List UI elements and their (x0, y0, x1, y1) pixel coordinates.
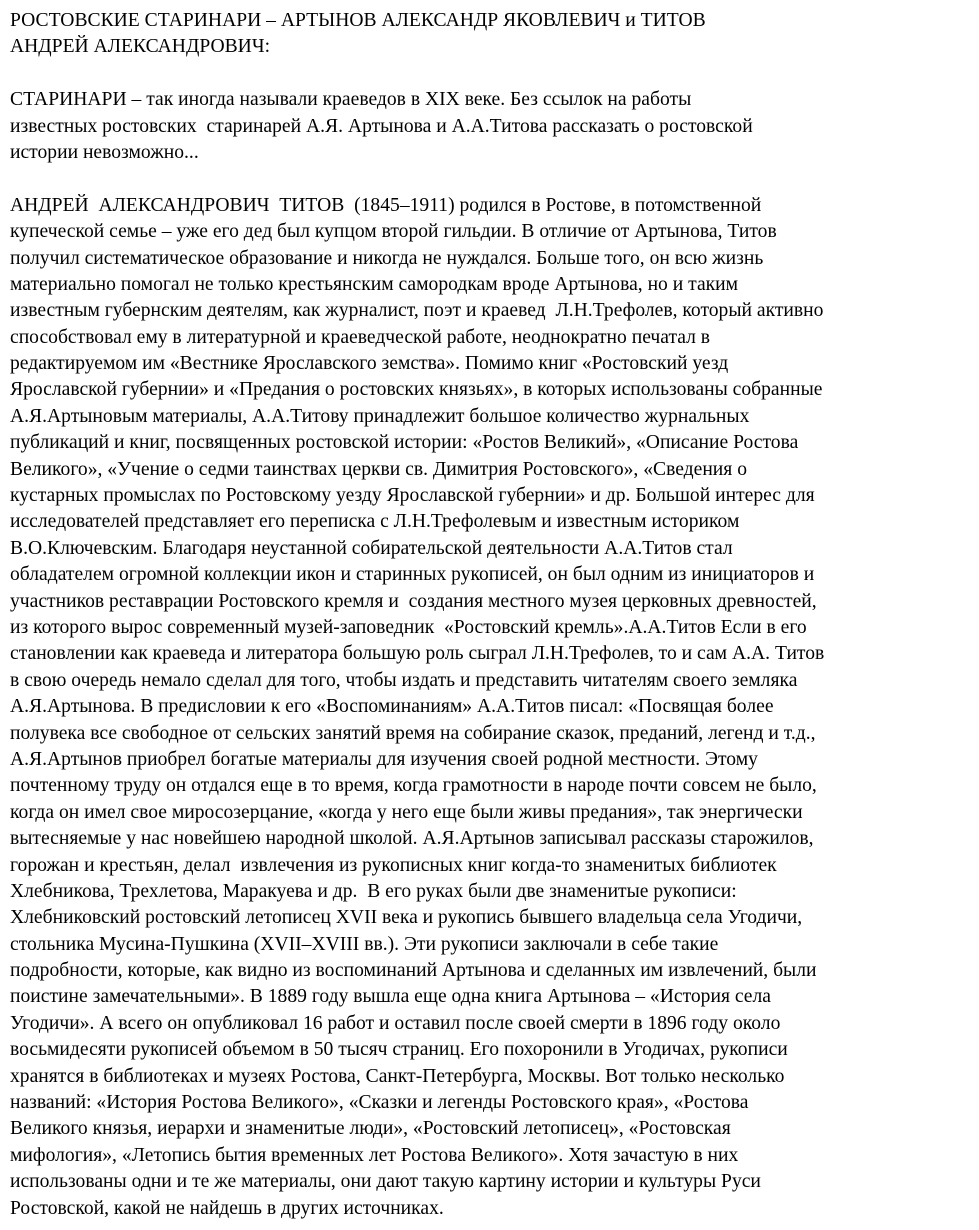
text-line: А.Я.Артынова. В предисловии к его «Воспоминаниям» А.А.Титов писал: «Посвящая более (10, 696, 774, 718)
text-line: использованы одни и те же материалы, они дают такую картину истории и культуры Руси (10, 1171, 761, 1193)
text-line: Великого князья, иерархи и знаменитые люди», «Ростовский летописец», «Ростовская (10, 1118, 731, 1140)
spacer (10, 61, 972, 87)
text-line: горожан и крестьян, делал извлечения из рукописных книг когда-то знаменитых библиотек (10, 854, 777, 876)
text-line: из которого вырос современный музей-заповедник «Ростовский кремль».А.А.Титов Если в его (10, 616, 807, 638)
text-line: А.Я.Артынов приобрел богатые материалы для изучения своей родной местности. Этому (10, 748, 758, 770)
text-line: участников реставрации Ростовского кремля и создания местного музея церковных древностей, (10, 590, 817, 612)
text-line: публикаций и книг, посвященных ростовской истории: «Ростов Великий», «Описание Ростова (10, 432, 799, 454)
text-line: В.О.Ключевским. Благодаря неустанной собирательской деятельности А.А.Титов стал (10, 537, 733, 559)
text-line: мифология», «Летопись бытия временных лет Ростова Великого». Хотя зачастую в них (10, 1144, 739, 1166)
text-line: подробности, которые, как видно из воспоминаний Артынова и сделанных им извлечений, были (10, 960, 817, 982)
document-page (10, 8, 972, 1222)
text-line: кустарных промыслах по Ростовскому уезду Ярославской губернии» и др. Большой интерес для (10, 485, 815, 507)
text-line: стольника Мусина-Пушкина (XVII–XVIII вв.). Эти рукописи заключали в себе такие (10, 933, 719, 955)
intro-paragraph (10, 87, 972, 166)
text-line: Великого», «Учение о седми таинствах церкви св. Димитрия Ростовского», «Сведения о (10, 458, 747, 480)
body-paragraph (10, 193, 972, 1222)
text-line: восьмидесяти рукописей объемом в 50 тысяч страниц. Его похоронили в Угодичах, рукописи (10, 1039, 788, 1061)
text-line: полувека все свободное от сельских занятий время на собирание сказок, преданий, легенд и т.д., (10, 722, 816, 744)
text-line: Хлебникова, Трехлетова, Маракуева и др. В его руках были две знаменитые рукописи: (10, 880, 737, 902)
title-line: РОСТОВСКИЕ СТАРИНАРИ – АРТЫНОВ АЛЕКСАНДР ЯКОВЛЕВИЧ и ТИТОВ (10, 10, 706, 31)
text-line: исследователей представляет его переписка с Л.Н.Трефолевым и известным историком (10, 511, 740, 533)
text-line: материально помогал не только крестьянским самородкам вроде Артынова, но и таким (10, 273, 739, 295)
text-line: Хлебниковский ростовский летописец XVII века и рукопись бывшего владельца села Угодичи, (10, 907, 803, 929)
text-line: обладателем огромной коллекции икон и старинных рукописей, он был одним из инициаторов и (10, 564, 815, 586)
text-line: истории невозможно... (10, 141, 199, 163)
text-line: почтенному труду он отдался еще в то время, когда грамотности в народе почти совсем не было, (10, 775, 817, 797)
text-line: поистине замечательными». В 1889 году вышла еще одна книга Артынова – «История села (10, 986, 771, 1008)
text-line: А.Я.Артыновым материалы, А.А.Титову принадлежит большое количество журнальных (10, 405, 750, 427)
text-line: Ярославской губернии» и «Предания о ростовских князьях», в которых использованы собранные (10, 379, 823, 401)
text-line: СТАРИНАРИ – так иногда называли краеведов в XIX веке. Без ссылок на работы (10, 89, 692, 111)
text-line: способствовал ему в литературной и краеведческой работе, неоднократно печатал в (10, 326, 711, 348)
title-line: АНДРЕЙ АЛЕКСАНДРОВИЧ: (10, 36, 271, 58)
text-line: купеческой семье – уже его дед был купцом второй гильдии. В отличие от Артынова, Титов (10, 221, 777, 243)
text-line: названий: «История Ростова Великого», «Сказки и легенды Ростовского края», «Ростова (10, 1092, 749, 1114)
text-line: Угодичи». А всего он опубликовал 16 работ и оставил после своей смерти в 1896 году около (10, 1012, 781, 1034)
text-line: когда он имел свое миросозерцание, «когда у него еще были живы предания», так энергически (10, 801, 803, 823)
spacer (10, 166, 972, 192)
text-line: известных ростовских старинарей А.Я. Артынова и А.А.Титова рассказать о ростовской (10, 115, 753, 137)
text-line: становлении как краеведа и литератора большую роль сыграл Л.Н.Трефолев, то и сам А.А. Титов (10, 643, 825, 665)
text-line: известным губернским деятелям, как журналист, поэт и краевед Л.Н.Трефолев, который активно (10, 300, 824, 322)
text-line: получил систематическое образование и никогда не нуждался. Больше того, он всю жизнь (10, 247, 764, 269)
text-line: редактируемом им «Вестнике Ярославского земства». Помимо книг «Ростовский уезд (10, 353, 729, 375)
text-line: вытесняемые у нас новейшею народной школой. А.Я.Артынов записывал рассказы старожилов, (10, 828, 814, 850)
text-line: хранятся в библиотеках и музеях Ростова, Санкт-Петербурга, Москвы. Вот только несколько (10, 1065, 785, 1087)
text-line: Ростовской, какой не найдешь в других источниках. (10, 1197, 444, 1219)
document-title (10, 8, 972, 61)
text-line: АНДРЕЙ АЛЕКСАНДРОВИЧ ТИТОВ (1845–1911) родился в Ростове, в потомственной (10, 194, 762, 216)
text-line: в свою очередь немало сделал для того, чтобы издать и представить читателям своего земляка (10, 669, 798, 691)
